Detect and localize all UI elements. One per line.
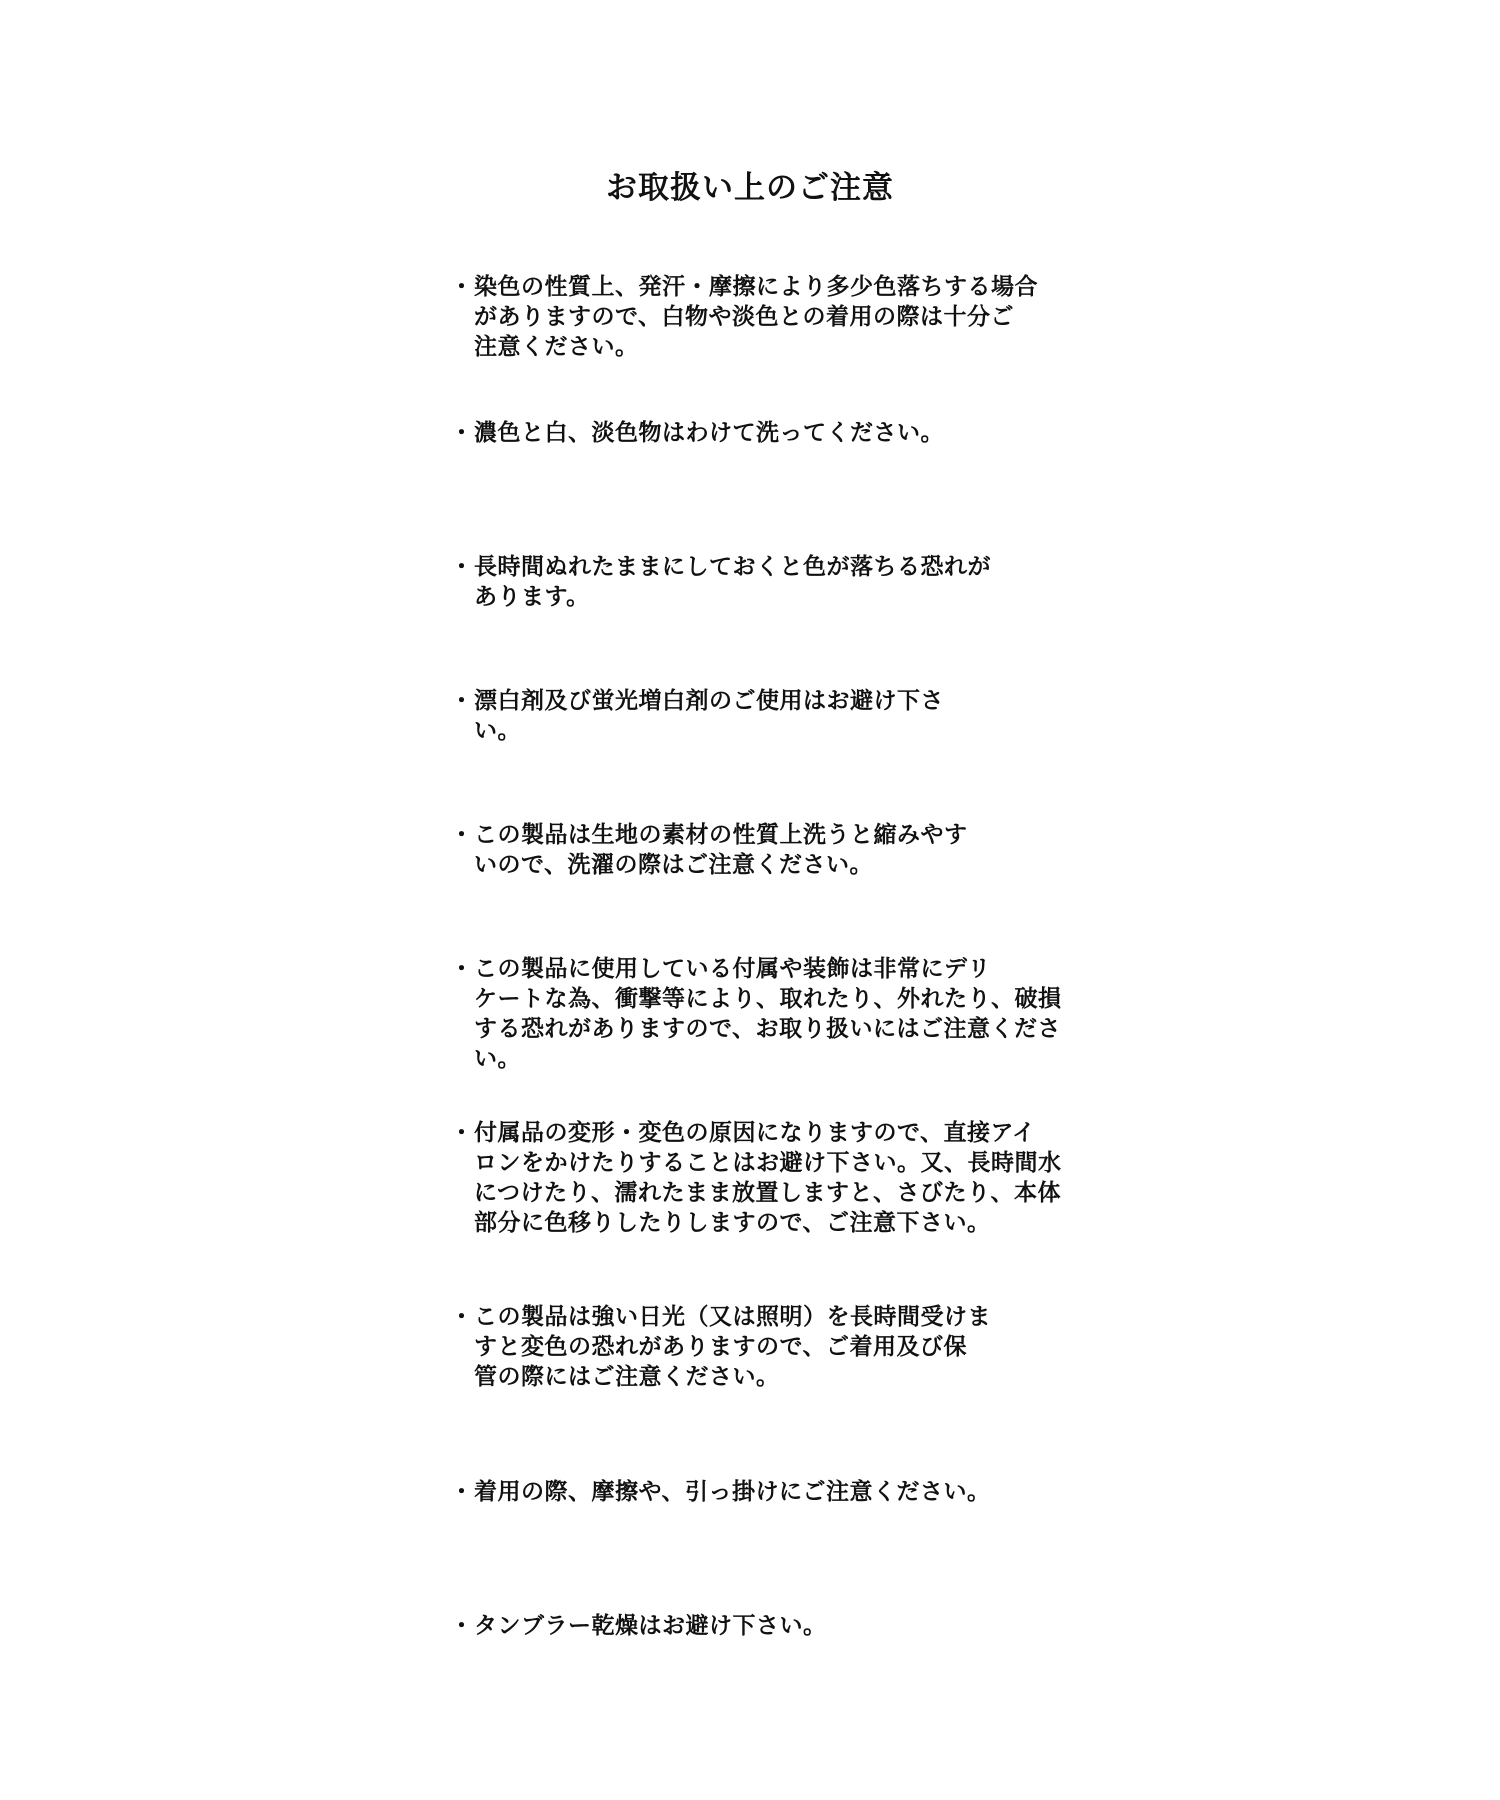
bullet-marker: ・ xyxy=(450,274,474,300)
care-note-1 xyxy=(450,272,1070,362)
bullet-marker: ・ xyxy=(450,420,474,446)
care-note-text: 染色の性質上、発汗・摩擦により多少色落ちする場合 がありますので、白物や淡色との着用の際は十分ご 注意ください。 xyxy=(474,274,1038,360)
care-note-9 xyxy=(450,1477,1070,1507)
care-note-text: タンブラー乾燥はお避け下さい。 xyxy=(474,1613,827,1639)
care-note-7 xyxy=(450,1118,1070,1238)
care-note-text: 付属品の変形・変色の原因になりますので、直接アイ ロンをかけたりすることはお避け下さい。又、長時間水 につけたり、濡れたまま放置しますと、さびたり、本体 部分に色移りしたりしますので、ご注意下さい。 xyxy=(474,1120,1062,1236)
bullet-marker: ・ xyxy=(450,822,474,848)
care-note-4 xyxy=(450,686,1070,746)
care-note-text: この製品は強い日光（又は照明）を長時間受けま すと変色の恐れがありますので、ご着用及び保 管の際にはご注意ください。 xyxy=(474,1304,991,1390)
care-note-text: 漂白剤及び蛍光増白剤のご使用はお避け下さ い。 xyxy=(474,688,944,744)
bullet-marker: ・ xyxy=(450,956,474,982)
care-note-10 xyxy=(450,1611,1070,1641)
bullet-marker: ・ xyxy=(450,688,474,714)
care-note-2 xyxy=(450,418,1070,448)
bullet-marker: ・ xyxy=(450,1479,474,1505)
care-note-5 xyxy=(450,820,1070,880)
care-note-8 xyxy=(450,1302,1070,1392)
bullet-marker: ・ xyxy=(450,1120,474,1146)
care-note-3 xyxy=(450,552,1070,612)
care-note-6 xyxy=(450,954,1070,1074)
bullet-marker: ・ xyxy=(450,1613,474,1639)
care-note-text: 長時間ぬれたままにしておくと色が落ちる恐れが あります。 xyxy=(474,554,991,610)
care-note-text: この製品に使用している付属や装飾は非常にデリ ケートな為、衝撃等により、取れたり、外れたり、破損 する恐れがありますので、お取り扱いにはご注意くださ い。 xyxy=(474,956,1062,1072)
bullet-marker: ・ xyxy=(450,554,474,580)
bullet-marker: ・ xyxy=(450,1304,474,1330)
care-note-text: 着用の際、摩擦や、引っ掛けにご注意ください。 xyxy=(474,1479,991,1505)
page-title: お取扱い上のご注意 xyxy=(606,170,894,206)
care-note-text: この製品は生地の素材の性質上洗うと縮みやす いので、洗濯の際はご注意ください。 xyxy=(474,822,968,878)
care-note-text: 濃色と白、淡色物はわけて洗ってください。 xyxy=(474,420,944,446)
